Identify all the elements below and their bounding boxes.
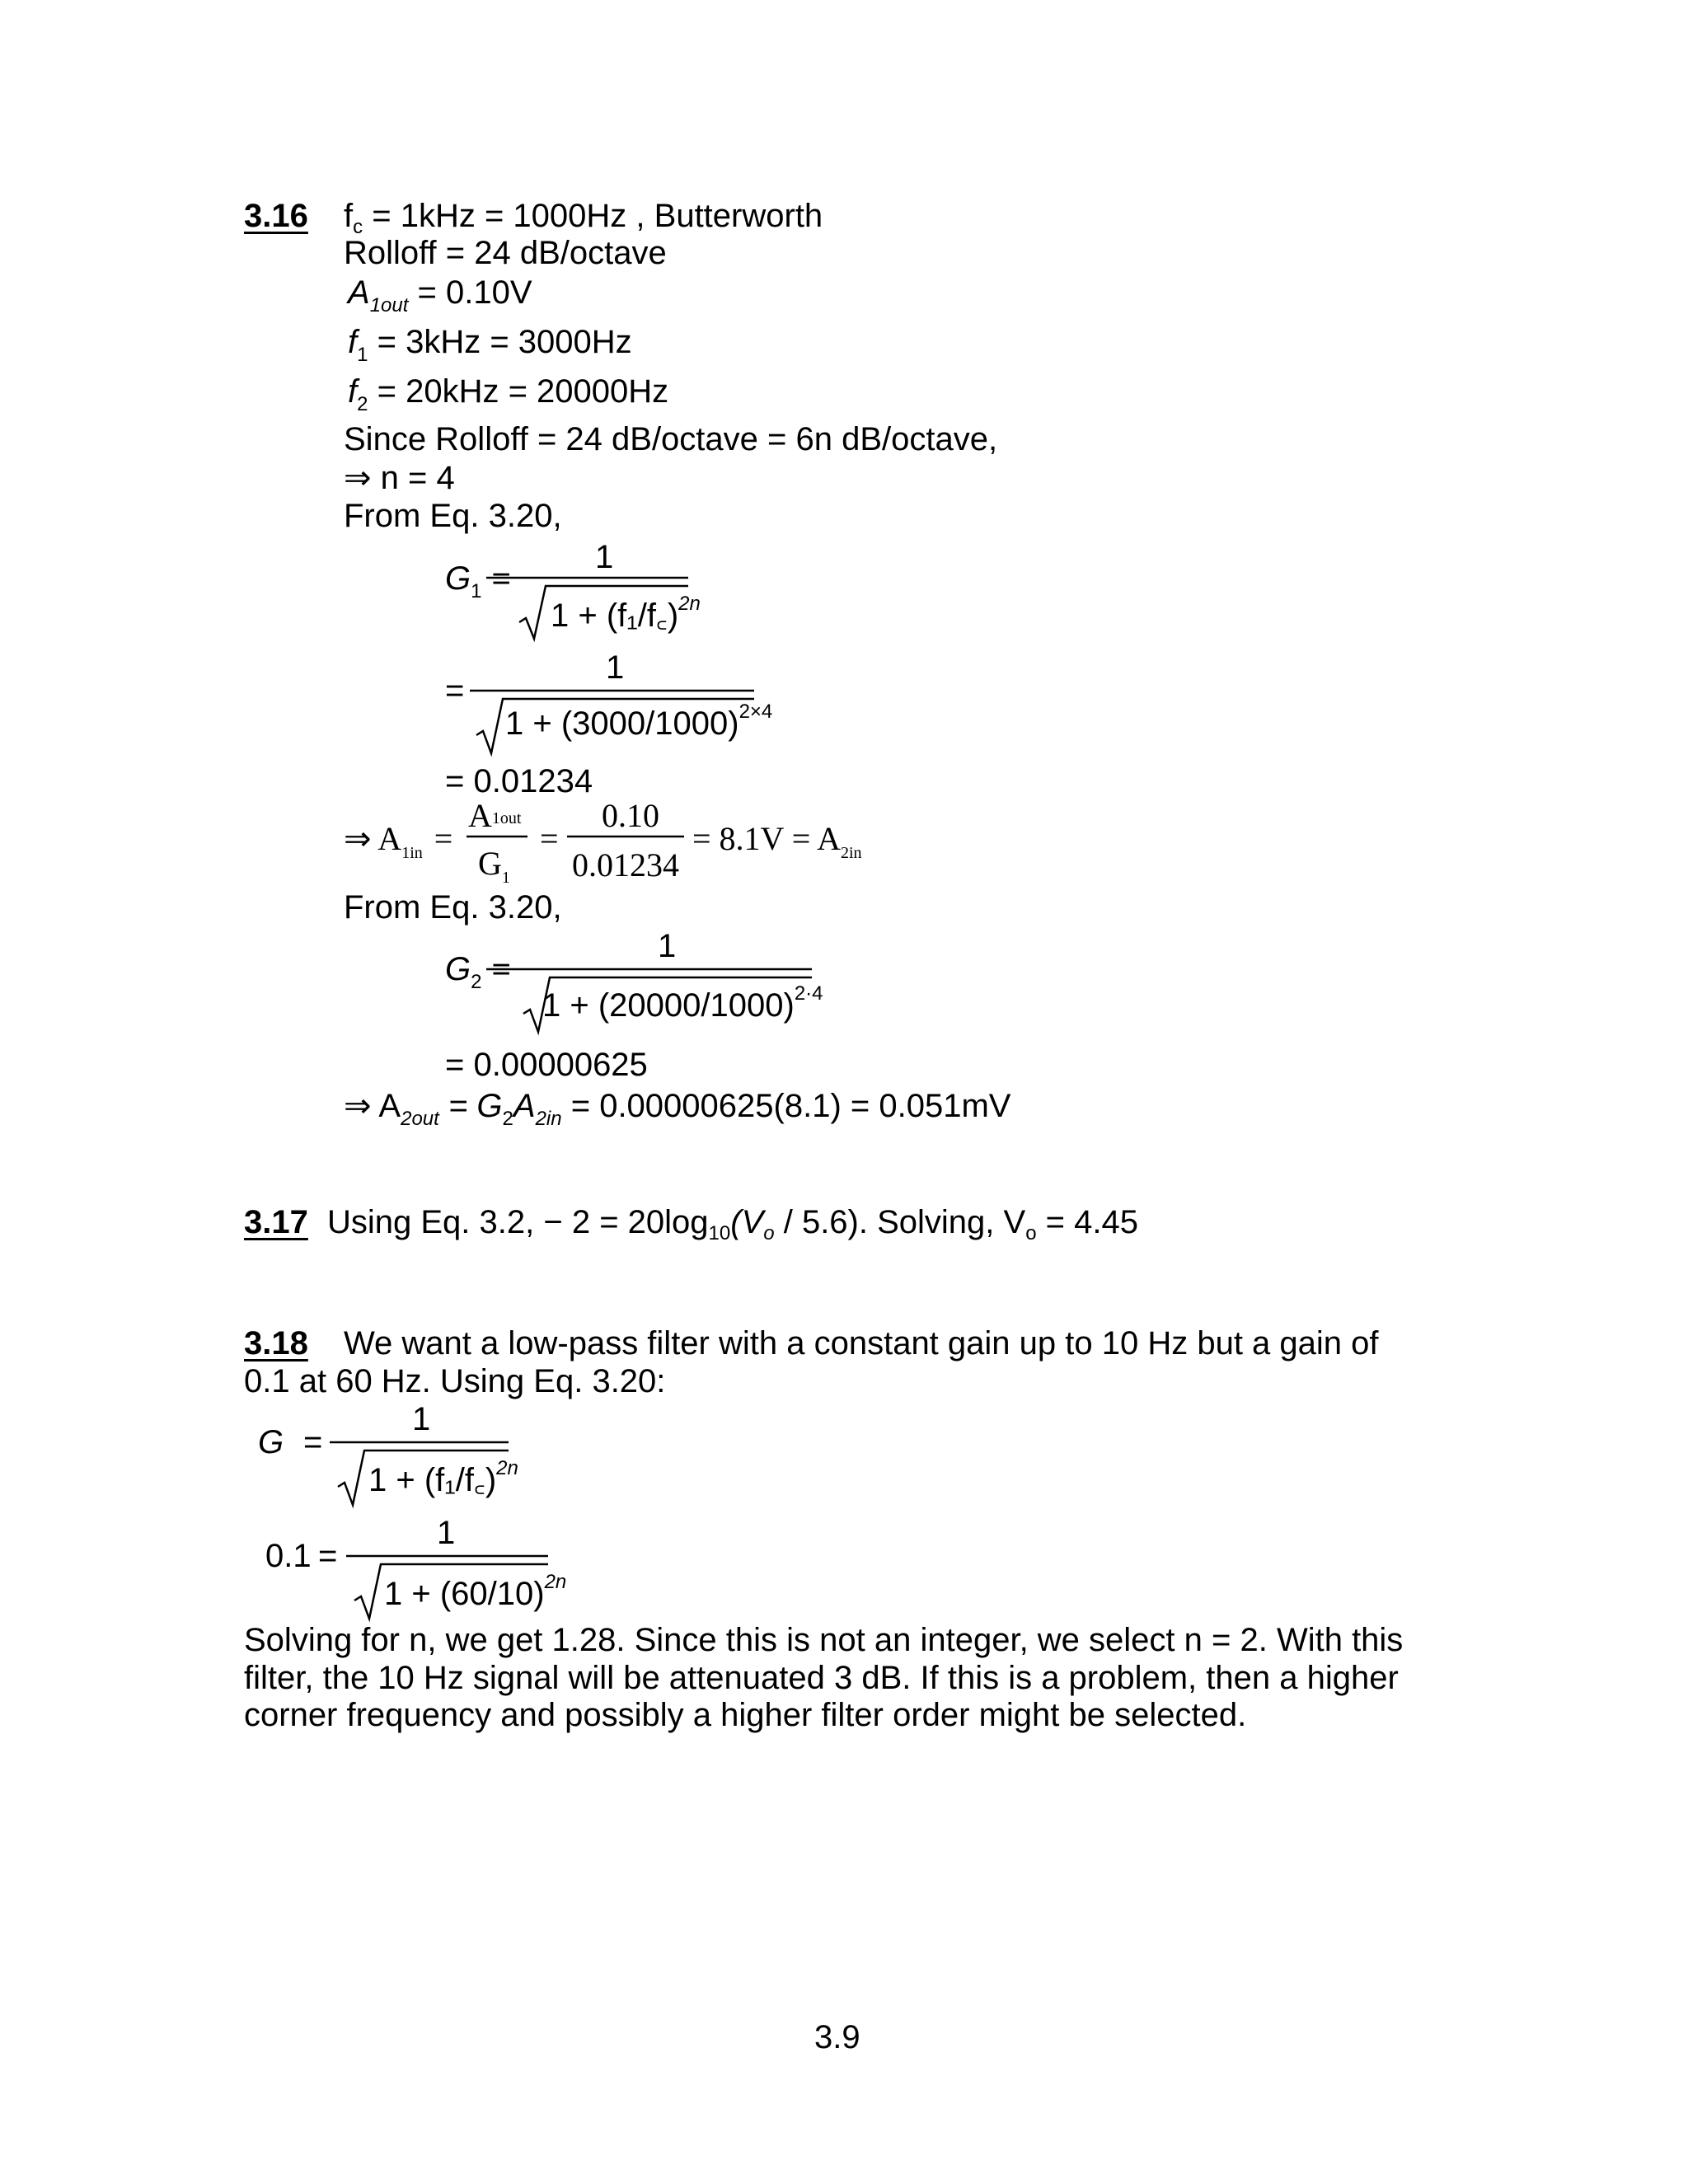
corner-frequency-line [344, 198, 823, 238]
a1in-lhs [344, 820, 453, 862]
g1-step2-denominator [505, 701, 773, 742]
g1-den-symbol: G [478, 845, 502, 882]
g1-step2-denominator-text: 1 + (3000/1000) [505, 705, 739, 742]
a1out-num-symbol: A [468, 797, 492, 834]
a2out-lhs: ⇒ A [344, 1088, 401, 1124]
a1in-result-text: = 8.1V = A [692, 820, 841, 857]
a1out-num-subscript: 1out [491, 809, 522, 827]
fc-symbol: f [344, 198, 354, 234]
g2-exponent: 2·4 [794, 982, 823, 1005]
f2-symbol: f [348, 373, 358, 410]
a1out-equation [348, 274, 532, 316]
fc-subscript: c [353, 216, 363, 238]
f1-value: = 3kHz = 3000Hz [368, 324, 632, 360]
gain-denominator [384, 1571, 567, 1612]
g1-den-subscript: 1 [501, 869, 510, 887]
gain-exponent: 2n [544, 1571, 567, 1593]
p317-text-b: (V [730, 1204, 764, 1240]
g1-symbol: G [445, 560, 471, 597]
a1in-equals-2: = [540, 820, 559, 857]
g1-numerator: 1 [595, 539, 614, 575]
f1-equation [348, 324, 632, 366]
g-numerator: 1 [412, 1401, 431, 1437]
a1out-value: = 0.10V [408, 274, 532, 311]
f1-symbol: f [348, 324, 358, 360]
g2-numerator: 1 [658, 928, 677, 964]
a2in-subscript: 2in [840, 844, 862, 862]
a1in-numerator-2: 0.10 [602, 797, 659, 834]
solution-line-3: corner frequency and possibly a higher filter order might be selected. [244, 1697, 1247, 1733]
p317-vo-subscript: o [763, 1222, 775, 1244]
g1-step2-exponent: 2×4 [738, 701, 773, 723]
g-denominator [368, 1457, 518, 1498]
g1-result: = 0.01234 [445, 763, 593, 799]
g1-denominator [551, 593, 701, 634]
g2-subscript: 2 [471, 971, 482, 993]
solution-line-2: filter, the 10 Hz signal will be attenuated 3 dB. If this is a problem, then a higher [244, 1660, 1399, 1696]
problem-3-18-intro-1: We want a low-pass filter with a constant gain up to 10 Hz but a gain of [344, 1325, 1379, 1361]
solution-line-1: Solving for n, we get 1.28. Since this is not an integer, we select n = 2. With this [244, 1622, 1404, 1658]
g1-equals: = [491, 560, 511, 597]
a1in-lhs-subscript: 1in [401, 844, 423, 862]
p317-vo-subscript-2: o [1025, 1222, 1037, 1244]
problem-3-17-text [327, 1204, 1138, 1244]
problem-number-3-17: 3.17 [244, 1204, 308, 1240]
p317-text-c: / 5.6). Solving, V [774, 1204, 1026, 1240]
gain-denominator-text: 1 + (60/10) [384, 1576, 545, 1612]
f2-value: = 20kHz = 20000Hz [368, 373, 669, 410]
g2-result: = 0.00000625 [445, 1047, 648, 1083]
gain-equals: = [318, 1538, 338, 1574]
a2out-a-symbol: A [513, 1088, 536, 1124]
p317-text-a: Using Eq. 3.2, − 2 = 20log [327, 1204, 709, 1240]
rolloff-line: Rolloff = 24 dB/octave [344, 235, 667, 271]
a2in-subscript-2: 2in [535, 1108, 562, 1130]
p317-text-d: = 4.45 [1036, 1204, 1138, 1240]
a1in-numerator-1 [468, 799, 521, 832]
g1-step2-equals: = [445, 673, 465, 709]
g1-subscript: 1 [471, 580, 482, 602]
g-exponent: 2n [496, 1457, 518, 1479]
page-number: 3.9 [814, 2019, 860, 2055]
a1in-lhs-symbol: ⇒ A [344, 820, 402, 857]
a2out-result: = 0.00000625(8.1) = 0.051mV [561, 1088, 1011, 1124]
gain-value: 0.1 [265, 1538, 312, 1574]
a1out-symbol: A [348, 274, 370, 311]
p317-log-subscript: 10 [708, 1222, 731, 1244]
f2-equation [348, 373, 669, 415]
a2out-equation [344, 1088, 1011, 1130]
g1-exponent: 2n [678, 593, 701, 615]
problem-number-3-16: 3.16 [244, 198, 308, 234]
g2-symbol: G [445, 951, 471, 987]
g1-denominator-text: 1 + (f₁/f꜀) [551, 598, 679, 634]
f2-subscript: 2 [357, 393, 368, 415]
g2-denominator-text: 1 + (20000/1000) [542, 987, 795, 1024]
since-rolloff-line: Since Rolloff = 24 dB/octave = 6n dB/octave, [344, 421, 998, 457]
g1-step2-numerator: 1 [606, 649, 625, 686]
g-equals: = [303, 1424, 323, 1460]
g2-equals: = [491, 951, 511, 987]
a2out-equals-g: = G [438, 1088, 503, 1124]
from-eq-line-2: From Eq. 3.20, [344, 889, 562, 926]
a2out-g-subscript: 2 [502, 1108, 513, 1130]
gain-numerator: 1 [437, 1515, 456, 1551]
a1out-subscript: 1out [369, 294, 409, 316]
a1in-result [692, 820, 862, 862]
fc-text: = 1kHz = 1000Hz , Butterworth [363, 198, 823, 234]
a2out-subscript: 2out [401, 1108, 439, 1130]
n-equals-line: ⇒ n = 4 [344, 460, 455, 496]
g-denominator-text: 1 + (f₁/f꜀) [368, 1462, 497, 1498]
f1-subscript: 1 [357, 344, 368, 366]
problem-3-18-intro-2: 0.1 at 60 Hz. Using Eq. 3.20: [244, 1363, 666, 1399]
a1in-denominator-1 [478, 845, 510, 887]
a1in-equals-1: = [434, 820, 453, 857]
a1in-denominator-2: 0.01234 [572, 846, 679, 883]
from-eq-line-1: From Eq. 3.20, [344, 498, 562, 534]
g-symbol: G [258, 1424, 284, 1460]
problem-number-3-18: 3.18 [244, 1325, 308, 1361]
g2-denominator [542, 982, 823, 1024]
